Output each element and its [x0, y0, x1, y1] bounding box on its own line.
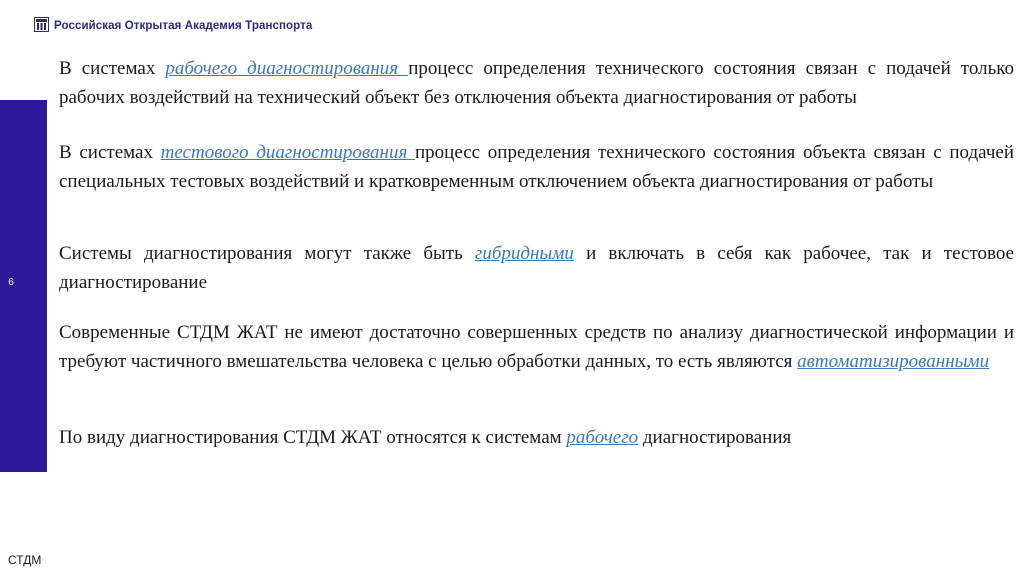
- link-working-diagnostics[interactable]: рабочего диагностирования: [165, 58, 409, 79]
- slide-number: 6: [8, 277, 14, 288]
- paragraph-text: Современные СТДМ ЖАТ не имеют достаточно совершенных средств по анализу диагностической информации и требуют частичного вмешательства человека с целью обработки данных, то есть являются: [59, 322, 1014, 372]
- paragraph-classification: [59, 423, 1014, 452]
- paragraph-text: В системах: [59, 58, 166, 79]
- paragraph-hybrid-diagnostics: [59, 239, 1014, 297]
- paragraph-text: процесс определения технического состояния связан с подачей только рабочих воздействий на технический объект без отключения объекта диагностирования от работы: [59, 58, 1014, 108]
- paragraph-text: диагностирования: [638, 427, 792, 448]
- org-name: Российская Открытая Академия Транспорта: [54, 20, 313, 32]
- paragraph-text: В системах: [59, 142, 161, 163]
- paragraph-text: По виду диагностирования СТДМ ЖАТ относятся к системам: [59, 427, 567, 448]
- paragraph-text: Системы диагностирования могут также быть: [59, 243, 475, 264]
- paragraph-test-diagnostics: [59, 138, 1014, 196]
- link-working[interactable]: рабочего: [566, 427, 639, 448]
- link-test-diagnostics[interactable]: тестового диагностирования: [160, 142, 415, 163]
- slide-header: [0, 0, 1024, 52]
- paragraph-modern-stdm: [59, 318, 1014, 376]
- paragraph-text: и включать в себя как рабочее, так и тестовое диагностирование: [59, 243, 1015, 293]
- footer-label: СТДМ: [8, 553, 42, 567]
- paragraph-working-diagnostics: [59, 54, 1014, 112]
- paragraph-text: процесс определения технического состояния объекта связан с подачей специальных тестовых воздействий и кратковременным отключением объекта диагностирования от работы: [59, 142, 1014, 192]
- link-automated[interactable]: автоматизированными: [797, 351, 990, 372]
- academy-logo-icon: [34, 17, 49, 32]
- link-hybrid[interactable]: гибридными: [474, 243, 574, 264]
